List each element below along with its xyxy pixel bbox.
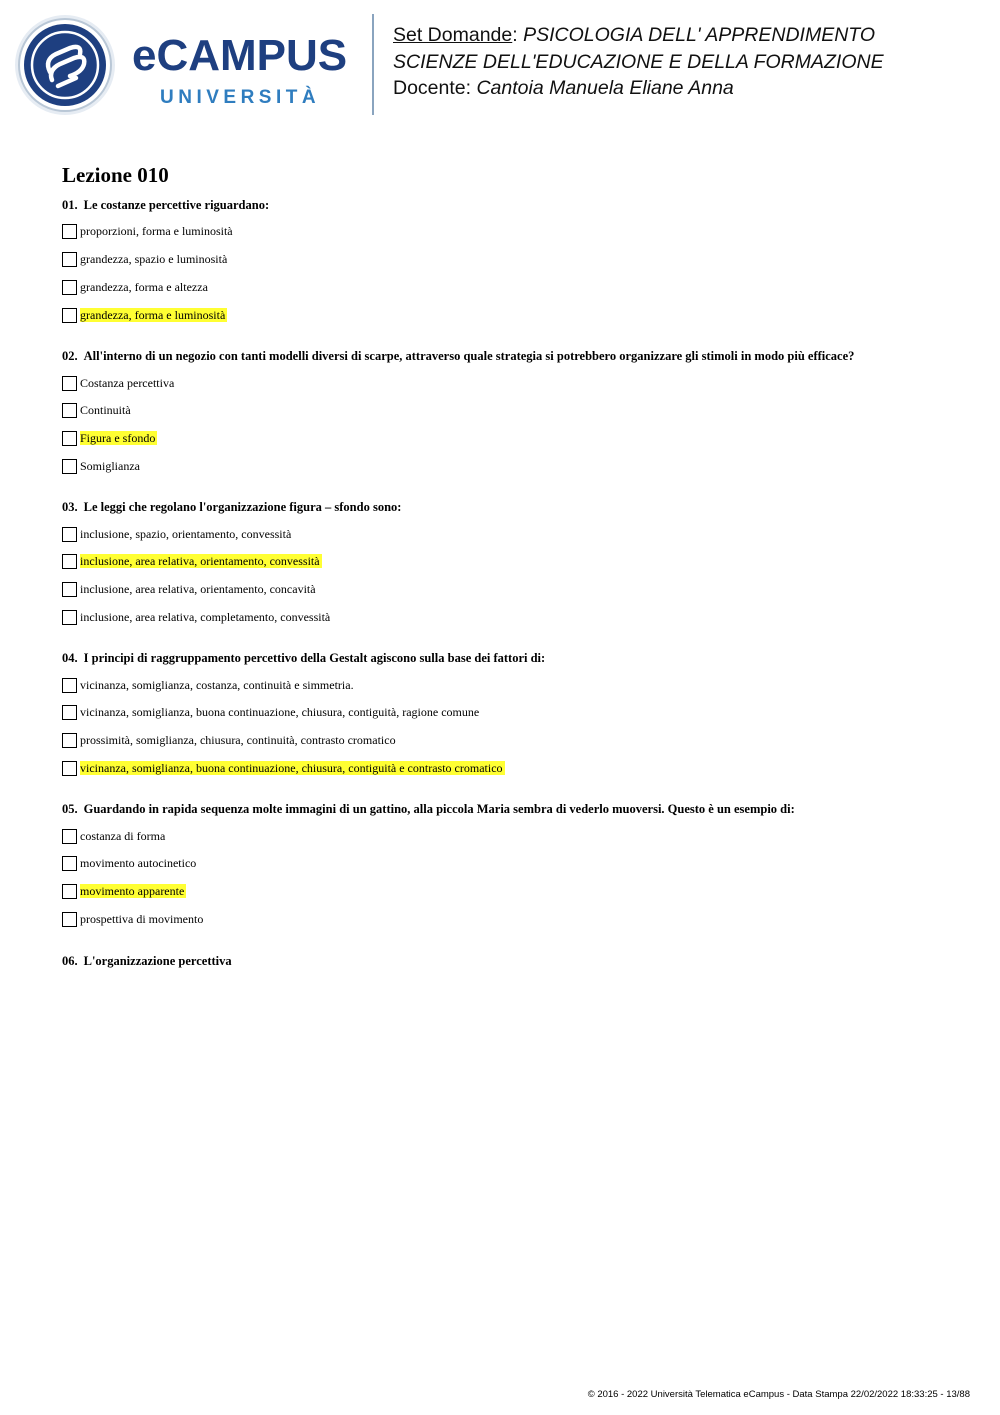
checkbox[interactable] (62, 459, 77, 474)
checkbox[interactable] (62, 582, 77, 597)
teacher-name: Cantoia Manuela Eliane Anna (476, 77, 734, 99)
teacher-line (393, 75, 884, 102)
checkbox[interactable] (62, 280, 77, 295)
q4-option-4[interactable]: vicinanza, somiglianza, buona continuazione, chiusura, contiguità e contrasto cromatico (62, 760, 505, 776)
q5-option-3[interactable]: movimento apparente (62, 883, 186, 899)
checkbox[interactable] (62, 761, 77, 776)
set-label: Set Domande (393, 24, 513, 46)
checkbox[interactable] (62, 376, 77, 391)
q2-option-1[interactable]: Costanza percettiva (62, 375, 176, 391)
question-3: 03. Le leggi che regolano l'organizzazione figura – sfondo sono: (62, 500, 402, 514)
checkbox[interactable] (62, 884, 77, 899)
q1-option-4[interactable]: grandezza, forma e luminosità (62, 307, 227, 323)
question-5: 05. Guardando in rapida sequenza molte immagini di un gattino, alla piccola Maria sembra di vederlo muoversi. Questo è un esempio di: (62, 802, 795, 816)
lesson-title: Lezione 010 (62, 163, 169, 187)
ecampus-logo (14, 14, 359, 116)
q3-option-4[interactable]: inclusione, area relativa, completamento, convessità (62, 609, 332, 625)
q2-option-3[interactable]: Figura e sfondo (62, 430, 157, 446)
q4-option-3[interactable]: prossimità, somiglianza, chiusura, continuità, contrasto cromatico (62, 732, 398, 748)
ecampus-seal-icon (14, 14, 116, 116)
q5-option-1[interactable]: costanza di forma (62, 828, 167, 844)
q3-option-2[interactable]: inclusione, area relativa, orientamento, convessità (62, 553, 322, 569)
checkbox[interactable] (62, 527, 77, 542)
q4-option-1[interactable]: vicinanza, somiglianza, costanza, continuità e simmetria. (62, 677, 356, 693)
course-name: PSICOLOGIA DELL' APPRENDIMENTO (523, 24, 876, 46)
checkbox[interactable] (62, 705, 77, 720)
q2-option-2[interactable]: Continuità (62, 402, 133, 418)
checkbox[interactable] (62, 829, 77, 844)
checkbox[interactable] (62, 403, 77, 418)
question-4: 04. I principi di raggruppamento percettivo della Gestalt agiscono sulla base dei fattori di: (62, 651, 546, 665)
brand-subtitle: UNIVERSITÀ (160, 87, 321, 108)
checkbox[interactable] (62, 224, 77, 239)
faculty-line (393, 49, 884, 76)
question-2: 02. All'interno di un negozio con tanti modelli diversi di scarpe, attraverso quale strategia si potrebbero organizzare gli stimoli in modo più efficace? (62, 349, 855, 363)
teacher-label: Docente: (393, 77, 477, 99)
checkbox[interactable] (62, 610, 77, 625)
header-divider (372, 14, 374, 115)
checkbox[interactable] (62, 431, 77, 446)
checkbox[interactable] (62, 912, 77, 927)
q1-option-2[interactable]: grandezza, spazio e luminosità (62, 251, 229, 267)
header-info (393, 22, 884, 102)
page-footer: © 2016 - 2022 Università Telematica eCampus - Data Stampa 22/02/2022 18:33:25 - 13/88 (587, 1389, 970, 1400)
checkbox[interactable] (62, 308, 77, 323)
q2-option-4[interactable]: Somiglianza (62, 458, 142, 474)
checkbox[interactable] (62, 733, 77, 748)
checkbox[interactable] (62, 856, 77, 871)
q4-option-2[interactable]: vicinanza, somiglianza, buona continuazione, chiusura, contiguità, ragione comune (62, 704, 481, 720)
q5-option-2[interactable]: movimento autocinetico (62, 855, 198, 871)
question-6: 06. L'organizzazione percettiva (62, 954, 232, 968)
set-separator: : (512, 24, 524, 46)
q3-option-1[interactable]: inclusione, spazio, orientamento, convessità (62, 526, 293, 542)
checkbox[interactable] (62, 678, 77, 693)
faculty-name: SCIENZE DELL'EDUCAZIONE E DELLA FORMAZIONE (393, 50, 884, 73)
q1-option-1[interactable]: proporzioni, forma e luminosità (62, 223, 235, 239)
checkbox[interactable] (62, 554, 77, 569)
checkbox[interactable] (62, 252, 77, 267)
brand-name: eCAMPUS (132, 31, 348, 80)
question-1: 01. Le costanze percettive riguardano: (62, 198, 270, 212)
course-line (393, 22, 884, 49)
q1-option-3[interactable]: grandezza, forma e altezza (62, 279, 210, 295)
q5-option-4[interactable]: prospettiva di movimento (62, 911, 205, 927)
q3-option-3[interactable]: inclusione, area relativa, orientamento, concavità (62, 581, 318, 597)
